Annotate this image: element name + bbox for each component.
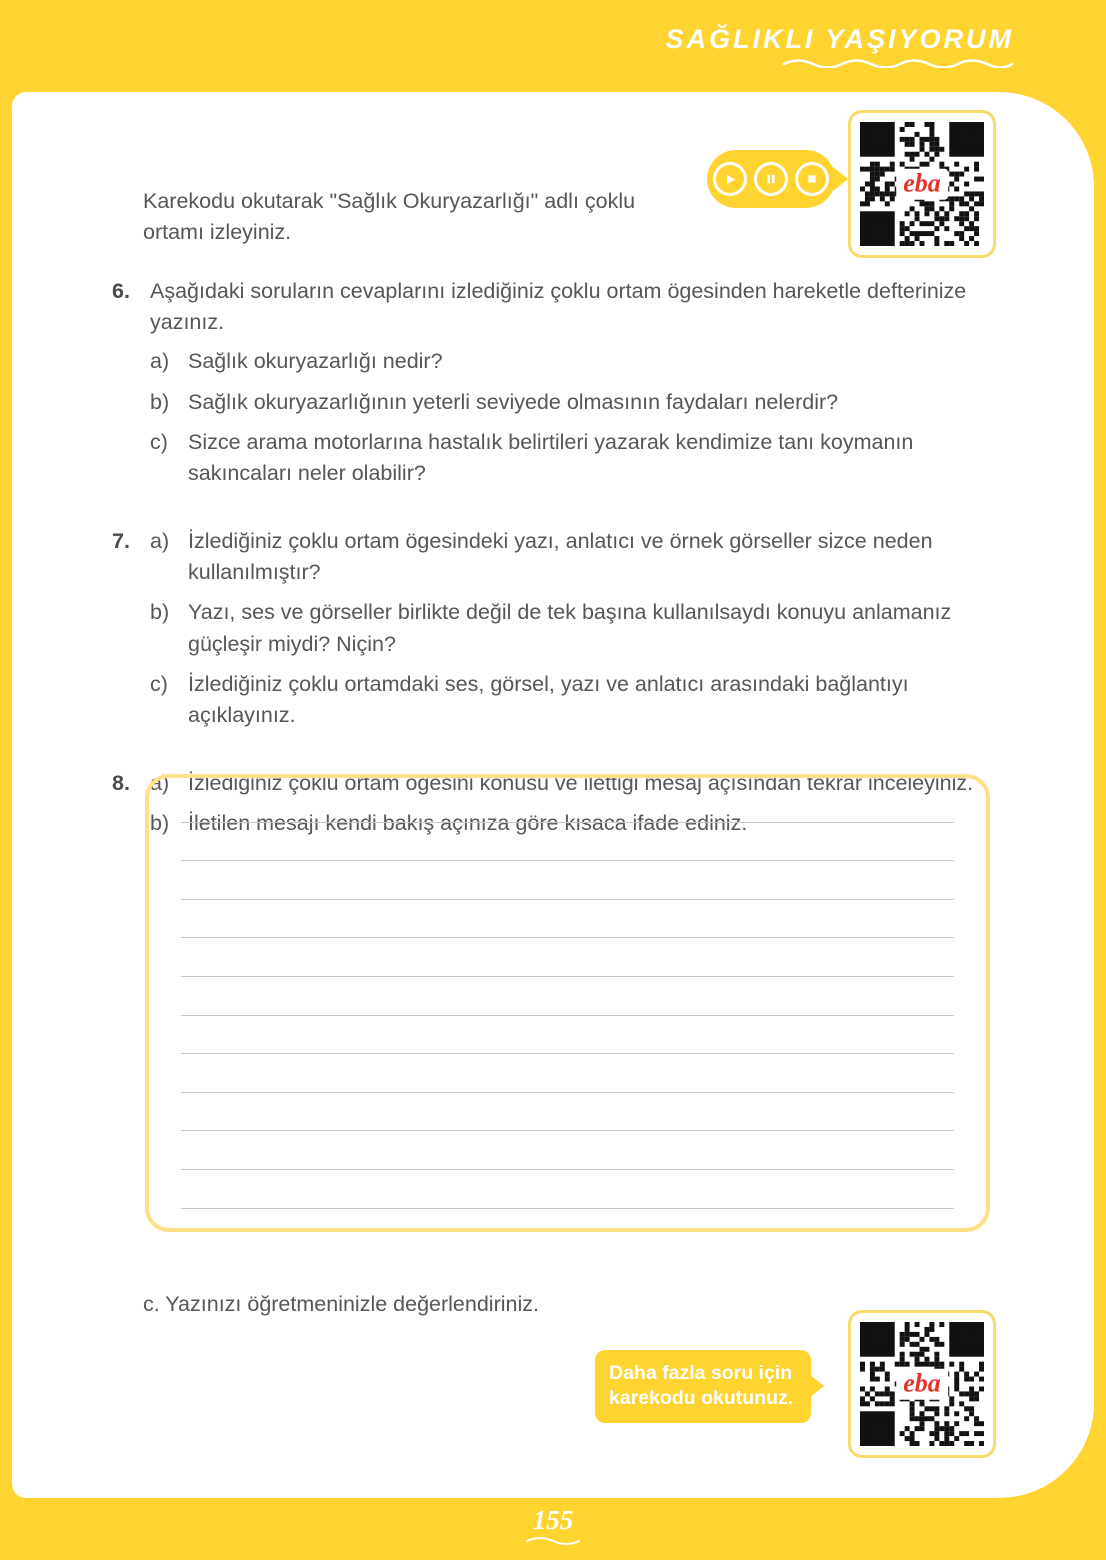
header-underline-squiggle [782, 58, 1014, 68]
part-text: İletilen mesajı kendi bakış açınıza göre kısaca ifade ediniz. [188, 811, 748, 836]
part-text: Yazı, ses ve görseller birlikte değil de tek başına kullanılsaydı konuyu anlamanız güçleşir miydi? Niçin? [188, 600, 952, 656]
question-7 [112, 526, 992, 740]
answer-line [181, 1131, 954, 1170]
play-icon [713, 162, 747, 196]
intro-text: Karekodu okutarak "Sağlık Okuryazarlığı" adlı çoklu ortamı izleyiniz. [143, 188, 636, 244]
question-part [150, 346, 992, 377]
question-part [150, 427, 992, 489]
part-text: Sağlık okuryazarlığı nedir? [188, 349, 443, 374]
answer-line [181, 1170, 954, 1209]
stop-icon [795, 162, 829, 196]
answer-line [181, 938, 954, 977]
page-number [0, 1505, 1106, 1546]
part-label: c) [150, 671, 168, 696]
question-part [150, 669, 992, 731]
part-text: Sağlık okuryazarlığının yeterli seviyede olmasının faydaları nelerdir? [188, 389, 839, 414]
part-label: b) [150, 811, 170, 836]
answer-line [181, 784, 954, 823]
part-text: Sizce arama motorlarına hastalık belirtileri yazarak kendimize tanı koymanın sakıncaları neler olabilir? [188, 429, 914, 485]
part-label: c) [150, 429, 168, 454]
question-part [150, 597, 992, 659]
question-number: 6. [112, 279, 130, 303]
answer-line [181, 977, 954, 1016]
more-questions-badge [595, 1350, 811, 1423]
qr-card-top [848, 110, 996, 258]
question-number: 8. [112, 771, 130, 796]
badge-line-2: karekodu okutunuz. [609, 1387, 794, 1410]
question-part [150, 526, 992, 588]
part-label: b) [150, 389, 170, 414]
page-number-text: 155 [532, 1505, 574, 1535]
part-label: a) [150, 529, 170, 554]
question-part [150, 387, 992, 418]
part-label: a) [150, 349, 170, 374]
answer-line [181, 861, 954, 900]
page-title: SAĞLIKLI YAŞIYORUM [665, 24, 1014, 54]
part-text: İzlediğiniz çoklu ortam ögesini konusu ve ilettiği mesaj açısından tekrar inceleyiniz. [188, 771, 974, 796]
answer-line [181, 823, 954, 862]
answer-line [181, 1054, 954, 1093]
question-stem: Aşağıdaki soruların cevaplarını izlediğiniz çoklu ortam ögesinden hareketle defterinize yazınız. [150, 279, 967, 335]
eba-logo: eba [896, 169, 948, 200]
answer-line [181, 1016, 954, 1055]
question-number: 7. [112, 529, 130, 554]
page-panel [12, 92, 1094, 1498]
question-6 [112, 276, 992, 498]
badge-line-1: Daha fazla soru için [609, 1362, 793, 1384]
part-text: İzlediğiniz çoklu ortamdaki ses, görsel, yazı ve anlatıcı arasındaki bağlantıyı açıklayınız. [188, 671, 909, 727]
teacher-evaluation-note: c. Yazınızı öğretmeninizle değerlendiriniz. [143, 1291, 539, 1316]
answer-line [181, 1093, 954, 1132]
part-label: b) [150, 600, 170, 625]
answer-box [145, 774, 990, 1232]
part-label: a) [150, 771, 170, 796]
part-text: İzlediğiniz çoklu ortam ögesindeki yazı, anlatıcı ve örnek görseller sizce neden kullanılmıştır? [188, 529, 933, 585]
qr-card-bottom [848, 1310, 996, 1458]
page-number-flourish [523, 1536, 583, 1546]
answer-line [181, 900, 954, 939]
pause-icon [754, 162, 788, 196]
eba-logo: eba [896, 1369, 948, 1400]
media-player-badge [707, 150, 835, 208]
